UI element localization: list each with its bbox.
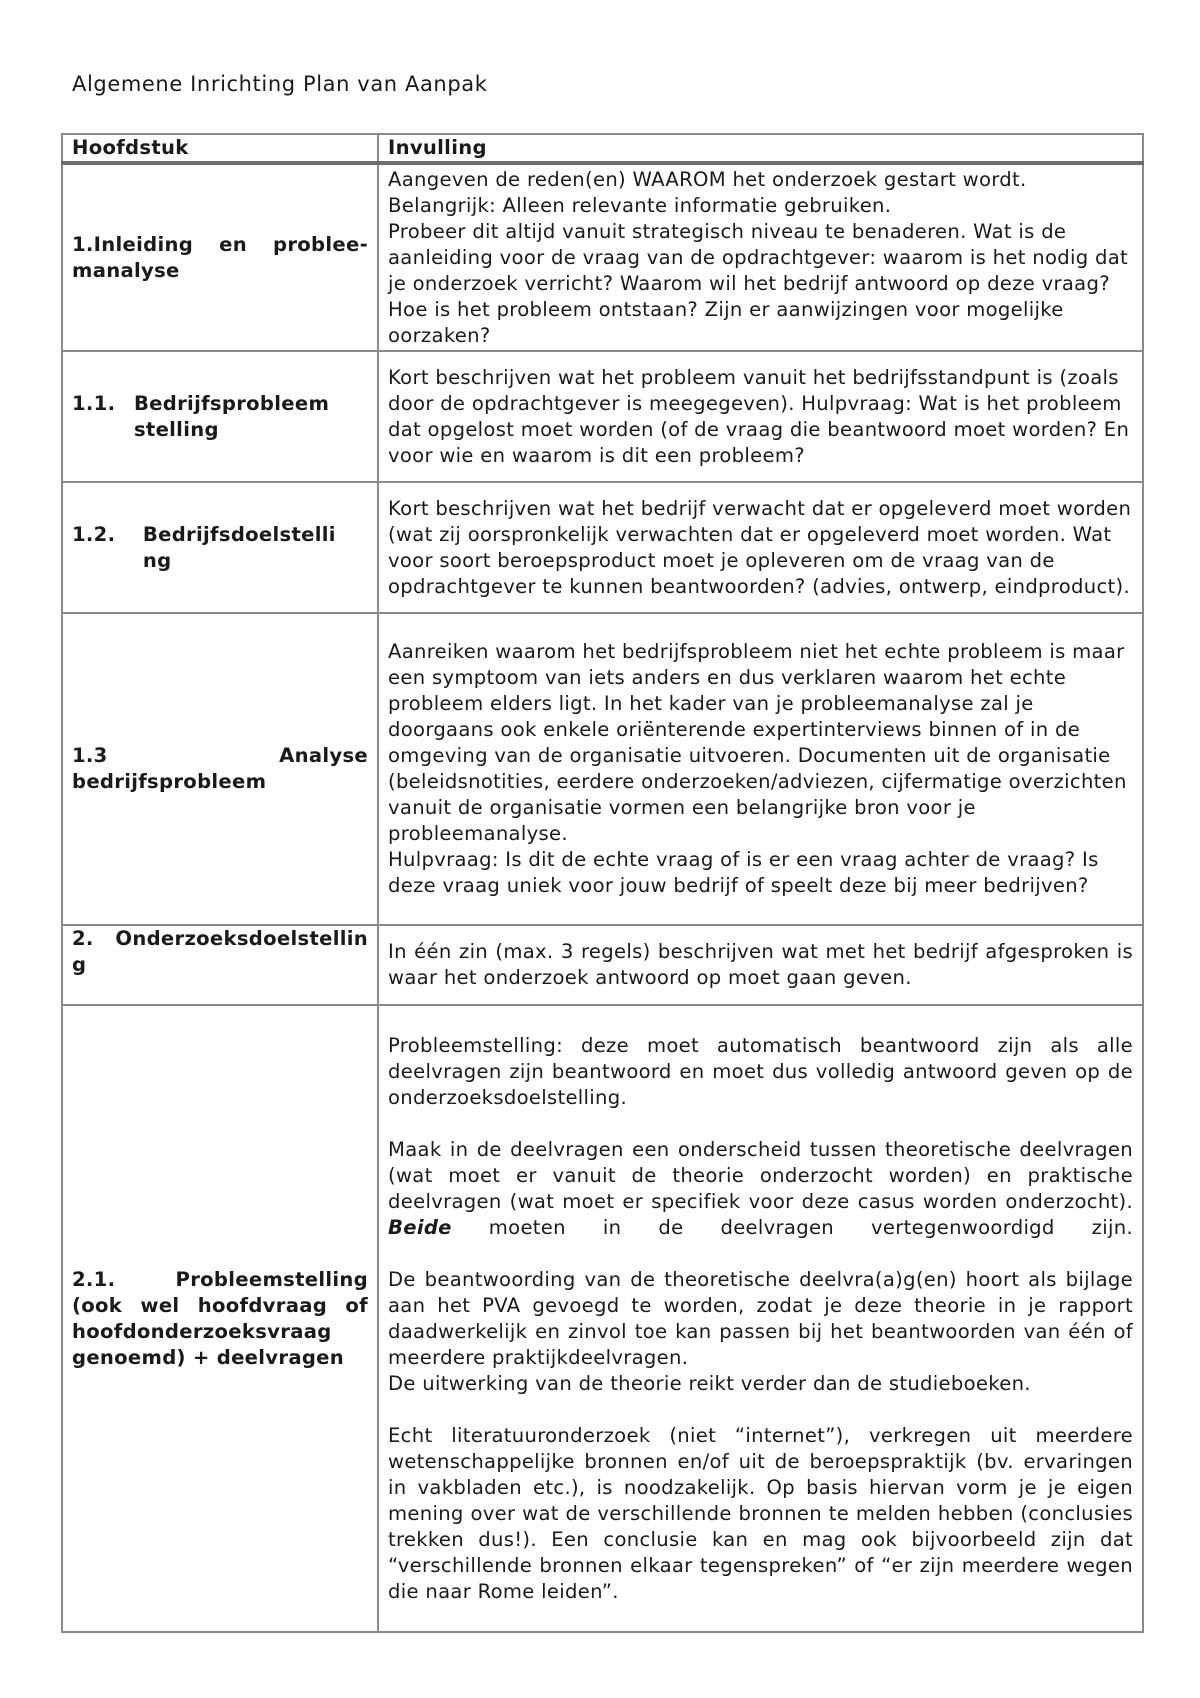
content-cell (378, 1005, 1143, 1632)
emphasis-text: Beide (388, 1215, 452, 1239)
table-row (62, 351, 1143, 482)
content-paragraph: De uitwerking van de theorie reikt verder dan de studieboeken. (388, 1371, 1031, 1395)
content-paragraph: Kort beschrijven wat het probleem vanuit het bedrijfsstandpunt is (zoals door de opdrachtgever is meegegeven). Hulpvraag: Wat is het probleem dat opgelost moet worden (of de vraag die beantwoord moet worden? En voor wie en waarom is dit een probleem? (388, 365, 1130, 467)
table-row (62, 925, 1143, 1005)
chapter-title: Bedrijfsprobleem stelling (133, 391, 330, 441)
chapter-number: 1.2. (72, 522, 116, 546)
header-chapter: Hoofdstuk (62, 134, 378, 163)
content-paragraph: Probeer dit altijd vanuit strategisch niveau te benaderen. Wat is de aanleiding voor de vraag van de opdrachtgever: waarom is het nodig dat je onderzoek verricht? Waarom wil het bedrijf antwoord op deze vraag? Hoe is het probleem ontstaan? Zijn er aanwijzingen voor mogelijke oorzaken? (388, 219, 1129, 347)
table-header-row (62, 134, 1143, 163)
chapter-cell (62, 482, 378, 613)
content-paragraph: In één zin (max. 3 regels) beschrijven wat met het bedrijf afgesproken is waar het onderzoek antwoord op moet gaan geven. (388, 940, 1133, 989)
chapter-cell: 1.3 Analyse bedrijfsprobleem (62, 613, 378, 925)
table-row (62, 613, 1143, 925)
content-text: Maak in de deelvragen een onderscheid tussen theoretische deelvragen (wat moet er vanuit de theorie onderzocht worden) en praktische deelvragen (wat moet er specifiek voor deze casus worden onderzocht). (388, 1137, 1133, 1213)
content-paragraph: Echt literatuuronderzoek (niet “internet”), verkregen uit meerdere wetenschappelijke bronnen en/of uit de beroepspraktijk (bv. ervaringen in vakbladen etc.), is noodzakelijk. Op basis hiervan vorm je je eigen mening over wat de verschillende bronnen te melden hebben (conclusies trekken dus!). Een conclusie kan en mag ook bijvoorbeeld zijn dat “verschillende bronnen elkaar tegenspreken” of “er zijn meerdere wegen die naar Rome leiden”. (388, 1423, 1133, 1603)
header-content: Invulling (378, 134, 1143, 163)
content-cell (378, 613, 1143, 925)
content-cell (378, 482, 1143, 613)
chapter-title: Bedrijfsdoelstelli ng (142, 522, 336, 572)
chapter-cell (62, 351, 378, 482)
content-cell (378, 925, 1143, 1005)
plan-table (61, 133, 1144, 1633)
content-text: moeten in de deelvragen vertegenwoordigd zijn. (488, 1215, 1133, 1239)
chapter-cell: 2.1. Probleemstelling (ook wel hoofdvraag of hoofdonderzoeksvraag genoemd) + deelvragen (62, 1005, 378, 1632)
content-paragraph: Hulpvraag: Is dit de echte vraag of is er een vraag achter de vraag? Is deze vraag uniek voor jouw bedrijf of speelt deze bij meer bedrijven? (388, 848, 1099, 897)
chapter-cell: 2. Onderzoeksdoelstellin g (62, 925, 378, 1005)
content-paragraph: Aangeven de reden(en) WAAROM het onderzoek gestart wordt. (388, 167, 1027, 191)
content-cell (378, 163, 1143, 351)
content-paragraph: Belangrijk: Alleen relevante informatie gebruiken. (388, 193, 892, 217)
document-title: Algemene Inrichting Plan van Aanpak (72, 72, 488, 96)
table-row (62, 482, 1143, 613)
content-paragraph: Aanreiken waarom het bedrijfsprobleem niet het echte probleem is maar een symptoom van iets anders en dus verklaren waarom het echte probleem elders ligt. In het kader van je probleemanalyse zal je doorgaans ook enkele oriënterende expertinterviews binnen of in de omgeving van de organisatie uitvoeren. Documenten uit de organisatie (beleidsnotities, eerdere onderzoeken/adviezen, cijfermatige overzichten vanuit de organisatie vormen een belangrijke bron voor je probleemanalyse. (388, 640, 1127, 845)
table-row (62, 1005, 1143, 1632)
content-paragraph: Probleemstelling: deze moet automatisch beantwoord zijn als alle deelvragen zijn beantwoord en moet dus volledig antwoord geven op de onderzoeksdoelstelling. (388, 1033, 1133, 1109)
chapter-number: 1.1. (72, 391, 116, 415)
chapter-cell: 1.Inleiding en problee-manalyse (62, 163, 378, 351)
content-paragraph: Kort beschrijven wat het bedrijf verwacht dat er opgeleverd moet worden (wat zij oorspronkelijk verwachten dat er opgeleverd moet worden. Wat voor soort beroepsproduct moet je opleveren om de vraag van de opdrachtgever te kunnen beantwoorden? (advies, ontwerp, eindproduct). (388, 496, 1132, 598)
content-paragraph: De beantwoording van de theoretische deelvra(a)g(en) hoort als bijlage aan het PVA gevoegd te worden, zodat je deze theorie in je rapport daadwerkelijk en zinvol toe kan passen bij het beantwoorden van één of meerdere praktijkdeelvragen. (388, 1267, 1133, 1369)
content-paragraph (388, 1137, 1133, 1241)
table-row (62, 163, 1143, 351)
content-cell (378, 351, 1143, 482)
